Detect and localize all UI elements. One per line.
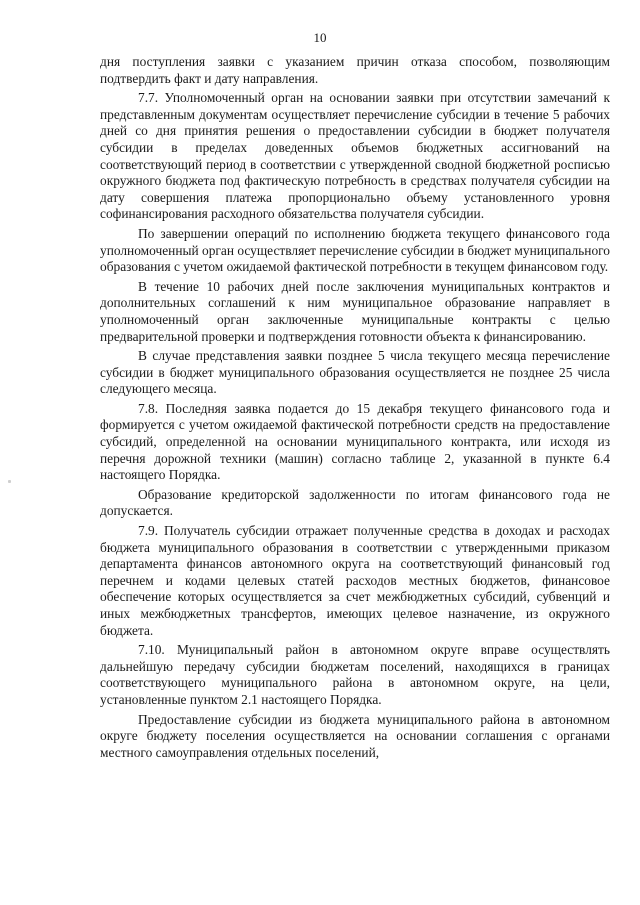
paragraph-contracts-submission: В течение 10 рабочих дней после заключения муниципальных контрактов и дополнительных соглашений к ним муниципальное образование направляет в уполномоченный орган заключенные муниципальные контракты с целью предварительной проверки и подтверждения готовности объекта к финансированию. <box>100 278 610 344</box>
paragraph-creditor-debt: Образование кредиторской задолженности по итогам финансового года не допускается. <box>100 486 610 519</box>
paragraph-7-8: 7.8. Последняя заявка подается до 15 декабря текущего финансового года и формируется с учетом ожидаемой фактической потребности средств на предоставление субсидий, определенной на основании муниципального контракта, или исходя из перечня дорожной техники (машин) согласно таблице 2, указанной в пункте 6.4 настоящего Порядка. <box>100 400 610 483</box>
page-number: 10 <box>313 30 327 45</box>
paragraph-settlement-subsidy: Предоставление субсидии из бюджета муниципального района в автономном округе бюджету поселения осуществляется на основании соглашения с органами местного самоуправления отдельных поселений, <box>100 711 610 760</box>
paragraph-7-7: 7.7. Уполномоченный орган на основании заявки при отсутствии замечаний к представленным документам осуществляет перечисление субсидии в течение 5 рабочих дней со дня принятия решения о предоставлении субсидии в бюджет получателя субсидии в пределах доведенных объемов бюджетных ассигнований на соответствующий период в соответствии с утвержденной сводной бюджетной росписью окружного бюджета под фактическую потребность в средствах получателя субсидии на дату совершения платежа пропорционально объему установленного уровня софинансирования расходного обязательства получателя субсидии. <box>100 90 610 222</box>
scan-speck <box>8 480 11 483</box>
paragraph-budget-completion: По завершении операций по исполнению бюджета текущего финансового года уполномоченный орган осуществляет перечисление субсидии в бюджет муниципального образования с учетом ожидаемой фактической потребности в текущем финансовом году. <box>100 225 610 275</box>
paragraph-late-application: В случае представления заявки позднее 5 числа текущего месяца перечисление субсидии в бюджет муниципального образования осуществляется не позднее 25 числа следующего месяца. <box>100 348 610 397</box>
document-body <box>100 54 610 761</box>
paragraph-continuation: дня поступления заявки с указанием причин отказа способом, позволяющим подтвердить факт и дату направления. <box>100 54 610 86</box>
paragraph-7-9: 7.9. Получатель субсидии отражает полученные средства в доходах и расходах бюджета муниципального образования в соответствии с утвержденными приказом департамента финансов автономного округа на соответствующий финансовый год перечнем и кодами целевых статей расходов местных бюджетов, финансовое обеспечение которых осуществляется за счет межбюджетных субсидий, субвенций и иных межбюджетных трансфертов, имеющих целевое назначение, из окружного бюджета. <box>100 523 610 638</box>
paragraph-7-10: 7.10. Муниципальный район в автономном округе вправе осуществлять дальнейшую передачу субсидии бюджетам поселений, находящихся в границах соответствующего муниципального района в автономном округе, на цели, установленные пунктом 2.1 настоящего Порядка. <box>100 642 610 707</box>
